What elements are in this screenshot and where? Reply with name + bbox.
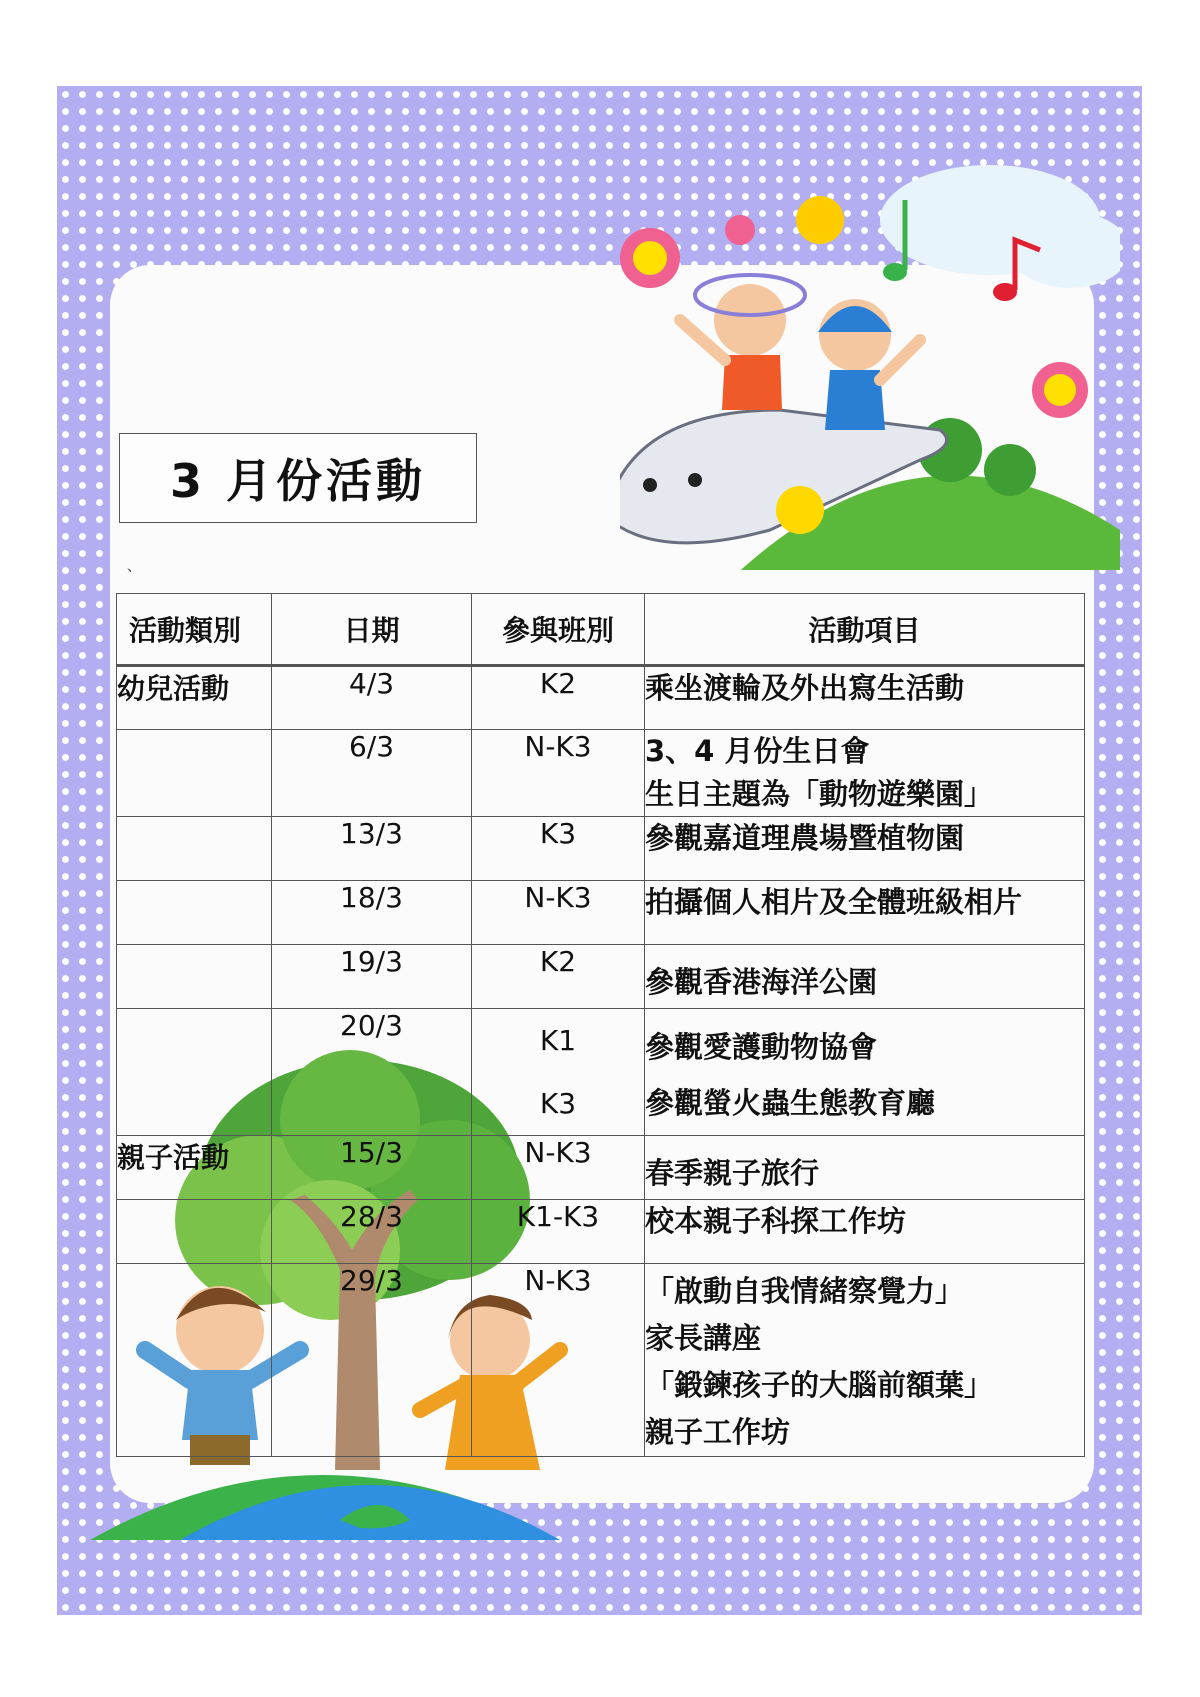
- class-label: N-K3: [524, 1264, 592, 1297]
- class-label: K2: [539, 945, 577, 978]
- date-cell: 20/3: [272, 1009, 472, 1136]
- activity-line: 參觀螢火蟲生態教育廳: [645, 1086, 936, 1120]
- date-cell: 19/3: [272, 945, 472, 1009]
- activity-line: 家長講座: [645, 1321, 762, 1355]
- activity-line: 「鍛鍊孩子的大腦前額葉」: [645, 1368, 994, 1402]
- class-label: K3: [539, 817, 577, 850]
- activity-line: 拍攝個人相片及全體班級相片: [645, 885, 1023, 919]
- activity-cell: [645, 666, 1085, 730]
- activity-cell: [645, 1264, 1085, 1457]
- table-row: [117, 817, 1085, 881]
- header-classes: 參與班別: [472, 594, 645, 666]
- classes-cell: [472, 945, 645, 1009]
- classes-cell: [472, 1009, 645, 1136]
- class-label: N-K3: [524, 1136, 592, 1169]
- date-cell: 15/3: [272, 1136, 472, 1200]
- class-label: N-K3: [524, 730, 592, 763]
- date-cell: 28/3: [272, 1200, 472, 1264]
- flower-icon-yellow: [796, 196, 844, 244]
- class-label: N-K3: [524, 881, 592, 914]
- activity-line: 3、4 月份生日會: [645, 734, 870, 768]
- classes-cell: [472, 666, 645, 730]
- category-cell: [117, 730, 272, 817]
- table-row: [117, 1136, 1085, 1200]
- category-cell: [117, 1200, 272, 1264]
- children-riding-bullet-train-illustration: [620, 100, 1120, 570]
- activity-cell: [645, 881, 1085, 945]
- activity-line: 參觀嘉道理農場暨植物園: [645, 821, 965, 855]
- class-label: K1-K3: [516, 1200, 600, 1233]
- category-cell: 親子活動: [117, 1136, 272, 1200]
- classes-cell: [472, 881, 645, 945]
- stray-mark: 、: [127, 559, 141, 575]
- category-cell: 幼兒活動: [117, 666, 272, 730]
- category-cell: [117, 881, 272, 945]
- header-category: 活動類別: [117, 594, 272, 666]
- header-activity: 活動項目: [645, 594, 1085, 666]
- table-row: [117, 881, 1085, 945]
- table-row: [117, 1009, 1085, 1136]
- classes-cell: [472, 1136, 645, 1200]
- activity-line: 「啟動自我情緒察覺力」: [645, 1274, 965, 1308]
- table-row: [117, 1264, 1085, 1457]
- activity-schedule-table: [116, 593, 1085, 1457]
- activity-cell: [645, 1200, 1085, 1264]
- title-box: [119, 433, 477, 523]
- classes-cell: [472, 730, 645, 817]
- category-cell: [117, 817, 272, 881]
- table-row: [117, 1200, 1085, 1264]
- category-cell: [117, 945, 272, 1009]
- date-cell: 6/3: [272, 730, 472, 817]
- activity-line: 參觀愛護動物協會: [645, 1030, 878, 1064]
- activity-line: 校本親子科探工作坊: [645, 1204, 907, 1238]
- activity-cell: [645, 1009, 1085, 1136]
- activity-cell: [645, 730, 1085, 817]
- class-label: K1: [539, 1024, 577, 1057]
- table-header-row: [117, 594, 1085, 666]
- table-row: [117, 666, 1085, 730]
- classes-cell: [472, 1200, 645, 1264]
- date-cell: 13/3: [272, 817, 472, 881]
- classes-cell: [472, 817, 645, 881]
- activity-cell: [645, 945, 1085, 1009]
- activity-cell: [645, 817, 1085, 881]
- activity-line: 親子工作坊: [645, 1415, 791, 1449]
- activity-line: 春季親子旅行: [645, 1156, 820, 1190]
- class-label: K2: [539, 667, 577, 700]
- activity-line: 生日主題為「動物遊樂園」: [645, 777, 994, 811]
- activity-cell: [645, 1136, 1085, 1200]
- child-left-shirt: [722, 355, 782, 410]
- table-row: [117, 945, 1085, 1009]
- child-left-head: [714, 284, 786, 356]
- music-note-icon-red: [993, 283, 1017, 301]
- activity-line: 參觀香港海洋公園: [645, 965, 878, 999]
- category-cell: [117, 1264, 272, 1457]
- header-date: 日期: [272, 594, 472, 666]
- music-note-icon: [883, 263, 907, 281]
- page-title: 3 月份活動: [169, 454, 427, 508]
- date-cell: 29/3: [272, 1264, 472, 1457]
- class-label: K3: [539, 1087, 577, 1120]
- category-cell: [117, 1009, 272, 1136]
- table-row: [117, 730, 1085, 817]
- date-cell: 4/3: [272, 666, 472, 730]
- classes-cell: [472, 1264, 645, 1457]
- activity-line: 乘坐渡輪及外出寫生活動: [645, 671, 965, 705]
- date-cell: 18/3: [272, 881, 472, 945]
